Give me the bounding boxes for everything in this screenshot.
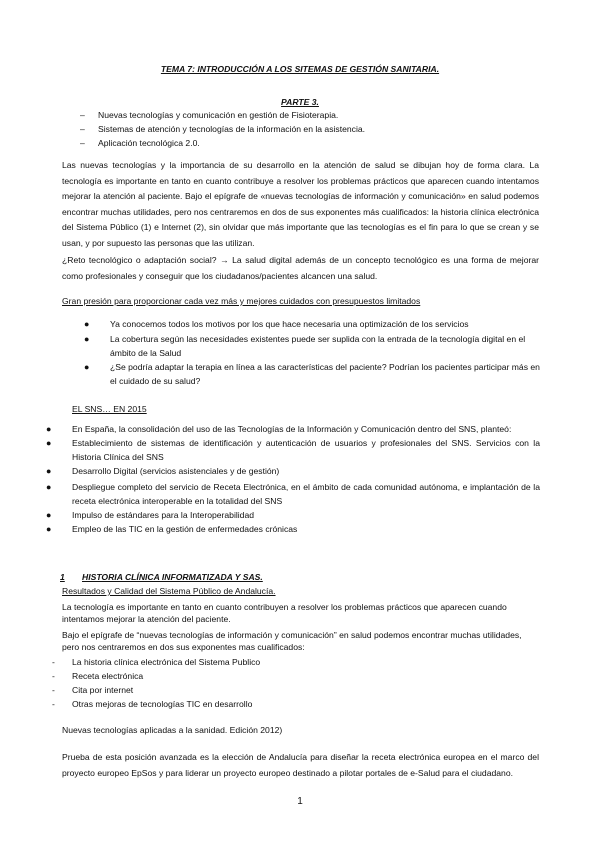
sns-item-text: En España, la consolidación del uso de las Tecnologías de la Información y Comunicación dentro del SNS, planteó: <box>72 424 512 434</box>
dash-marker: – <box>80 138 85 148</box>
section-list-item <box>52 670 532 682</box>
sns-item-text: Despliegue completo del servicio de Receta Electrónica, en el ámbito de cada comunidad autónoma, e implantación de la receta electrónica interoperable en la totalidad del SNS <box>72 482 540 506</box>
pressure-item <box>84 332 540 360</box>
section-list-item-text: Otras mejoras de tecnologías TIC en desarrollo <box>72 699 253 709</box>
part-item <box>80 123 540 135</box>
pressure-item-text: ¿Se podría adaptar la terapia en línea a las características del paciente? Podrían los pacientes participar más en el cuidado de su salud? <box>110 362 540 386</box>
bullet-icon: ● <box>46 524 52 534</box>
sns-item-text: Establecimiento de sistemas de identificación y autenticación de usuarios y profesionales del SNS. Servicios con la Historia Clínica del SNS <box>72 438 540 462</box>
section-list-item-text: Receta electrónica <box>72 671 144 681</box>
bullet-icon: ● <box>46 466 52 476</box>
section-number: 1 <box>60 572 65 582</box>
sns-item <box>46 437 540 464</box>
pressure-item <box>84 318 540 330</box>
intro-paragraph: Las nuevas tecnologías y la importancia de su desarrollo en la atención de salud se dibujan hoy de forma clara. La tecnología es importante en tanto en cuanto contribuye a resolver los problemas prácticos que aparecen cuando intentamos mejorar la atención al paciente. Bajo el epígrafe de «nuevas tecnologías de información y comunicación» en salud podemos encontrar muchas utilidades, pero nos centraremos en dos de sus exponentes más cualificados: la historia clínica electrónica del Sistema Público (1) e Internet (2), sin olvidar que más importante que las tecnologías es el fin para lo que se crean y se usan, y por supuesto las personas que las utilizan. <box>62 160 539 248</box>
sns-item <box>46 465 540 477</box>
section-list-item-text: La historia clínica electrónica del Sistema Publico <box>72 657 261 667</box>
sns-item <box>46 523 540 535</box>
sns-item <box>46 509 540 521</box>
dash-marker: - <box>52 699 55 709</box>
bullet-icon: ● <box>46 424 52 434</box>
dash-marker: - <box>52 671 55 681</box>
sns-heading: EL SNS… EN 2015 <box>72 404 147 414</box>
page-number: 1 <box>297 796 303 807</box>
bullet-icon: ● <box>84 362 90 372</box>
section-list-item <box>52 656 532 668</box>
bullet-icon: ● <box>46 510 52 520</box>
section-title: HISTORIA CLÍNICA INFORMATIZADA Y SAS. <box>82 572 263 582</box>
sns-item-text: Desarrollo Digital (servicios asistenciales y de gestión) <box>72 466 280 476</box>
bullet-icon: ● <box>46 482 52 492</box>
source-line: Nuevas tecnologías aplicadas a la sanidad. Edición 2012) <box>62 725 283 735</box>
closing-paragraph: Prueba de esta posición avanzada es la elección de Andalucía para diseñar la receta electrónica europea en el marco del proyecto europeo EpSos y para liderar un proyecto europeo destinado a pilotar portales de e-Salud para el ciudadano. <box>62 752 539 778</box>
sns-item-text: Empleo de las TIC en la gestión de enfermedades crónicas <box>72 524 298 534</box>
reto-paragraph: ¿Reto tecnológico o adaptación social? → La salud digital además de un concepto tecnológico es una forma de mejorar como profesionales y conseguir que los ciudadanos/pacientes alcancen una salud. <box>62 255 539 281</box>
part-item-text: Aplicación tecnológica 2.0. <box>98 138 200 148</box>
dash-marker: - <box>52 685 55 695</box>
part-item-text: Nuevas tecnologías y comunicación en gestión de Fisioterapia. <box>98 110 339 120</box>
part-item <box>80 109 540 121</box>
section-heading <box>60 571 540 583</box>
dash-marker: – <box>80 110 85 120</box>
section-paragraph: La tecnología es importante en tanto en cuanto contribuyen a resolver los problemas prácticos que aparecen cuando intentamos mejorar la atención del paciente. <box>62 602 507 625</box>
sns-item <box>46 481 540 508</box>
document-title: TEMA 7: INTRODUCCIÓN A LOS SITEMAS DE GESTIÓN SANITARIA. <box>160 64 440 74</box>
pressure-item <box>84 360 540 388</box>
section-paragraph: Bajo el epígrafe de “nuevas tecnologías de información y comunicación” en salud podemos encontrar muchas utilidades, pero nos centraremos en dos sus exponentes mas cualificados: <box>62 630 522 653</box>
section-list-item-text: Cita por internet <box>72 685 134 695</box>
sns-item <box>46 423 540 435</box>
sns-item-text: Impulso de estándares para la Interoperabilidad <box>72 510 255 520</box>
section-list-item <box>52 698 532 710</box>
pressure-item-text: La cobertura según las necesidades existentes puede ser suplida con la entrada de la tecnología digital en el ámbito de la Salud <box>110 334 526 358</box>
pressure-heading: Gran presión para proporcionar cada vez más y mejores cuidados con presupuestos limitados <box>62 296 421 306</box>
dash-marker: – <box>80 124 85 134</box>
dash-marker: - <box>52 657 55 667</box>
section-list-item <box>52 684 532 696</box>
bullet-icon: ● <box>84 334 90 344</box>
bullet-icon: ● <box>46 438 52 448</box>
part-heading: PARTE 3. <box>281 97 319 107</box>
part-item-text: Sistemas de atención y tecnologías de la información en la asistencia. <box>98 124 366 134</box>
bullet-icon: ● <box>84 319 90 329</box>
section-subtitle: Resultados y Calidad del Sistema Público de Andalucía. <box>62 586 276 596</box>
part-item <box>80 137 540 149</box>
pressure-item-text: Ya conocemos todos los motivos por los que hace necesaria una optimización de los servicios <box>110 319 469 329</box>
